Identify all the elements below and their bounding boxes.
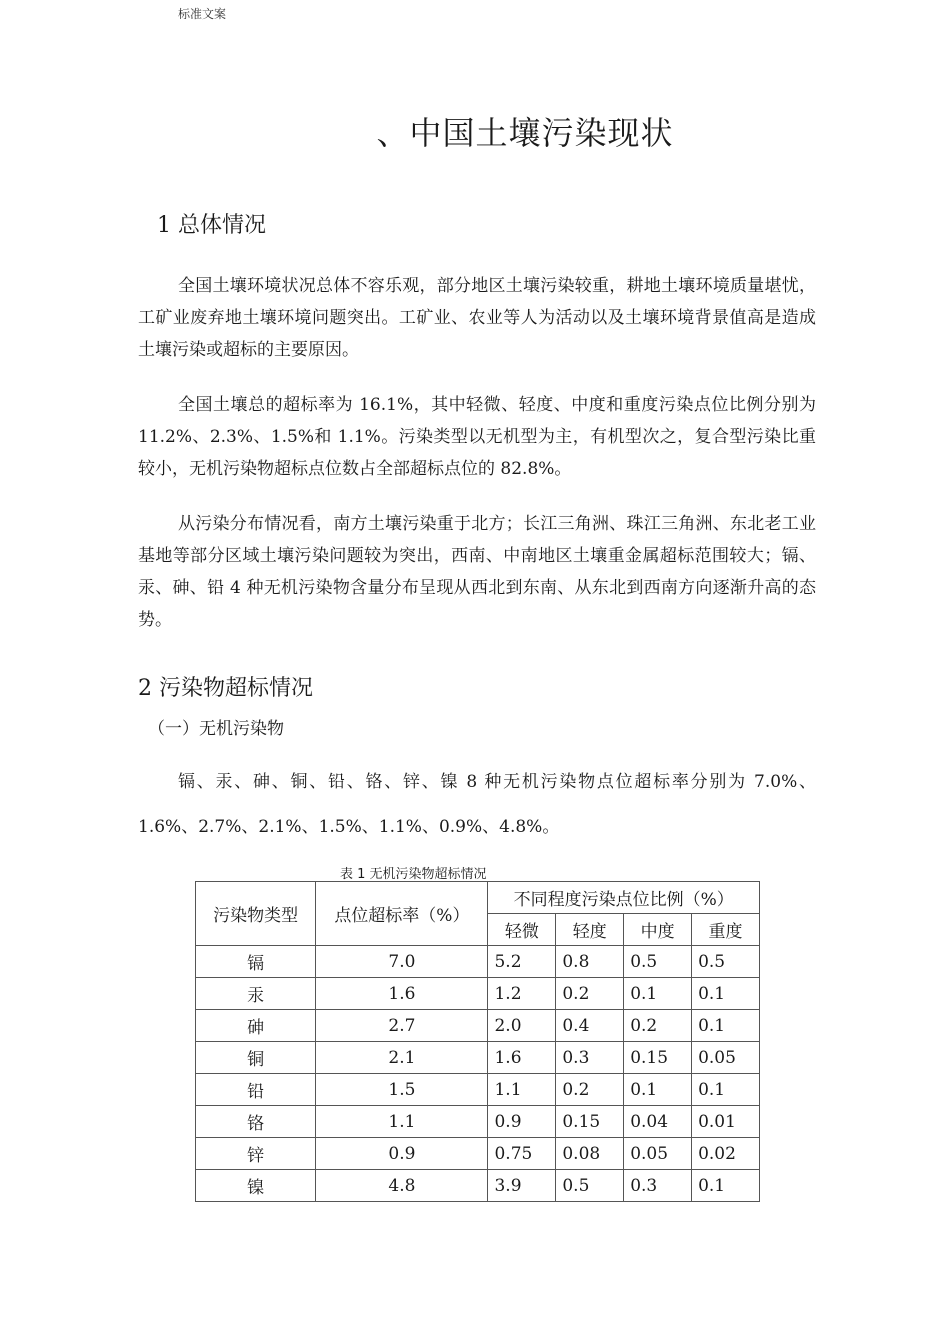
cell-rate: 1.6 (316, 978, 488, 1010)
cell-severe: 0.02 (692, 1138, 760, 1170)
cell-slight: 3.9 (488, 1170, 556, 1202)
cell-moderate: 0.05 (624, 1138, 692, 1170)
cell-severe: 0.1 (692, 1010, 760, 1042)
cell-moderate: 0.15 (624, 1042, 692, 1074)
cell-slight: 0.9 (488, 1106, 556, 1138)
cell-mild: 0.15 (556, 1106, 624, 1138)
cell-moderate: 0.2 (624, 1010, 692, 1042)
cell-severe: 0.05 (692, 1042, 760, 1074)
subheading-inorganic: （一）无机污染物 (148, 719, 284, 739)
table-row (196, 1042, 760, 1074)
cell-severe: 0.01 (692, 1106, 760, 1138)
table-body (196, 946, 760, 1202)
cell-pollutant: 砷 (196, 1010, 316, 1042)
table-row (196, 1010, 760, 1042)
cell-rate: 2.1 (316, 1042, 488, 1074)
header-slight: 轻微 (488, 914, 556, 946)
cell-pollutant: 铅 (196, 1074, 316, 1106)
cell-rate: 4.8 (316, 1170, 488, 1202)
paragraph-overview-1: 全国土壤环境状况总体不容乐观，部分地区土壤污染较重，耕地土壤环境质量堪忧，工矿业废弃地土壤环境问题突出。工矿业、农业等人为活动以及土壤环境背景值高是造成土壤污染或超标的主要原因。 (138, 276, 816, 360)
header-mild: 轻度 (556, 914, 624, 946)
cell-moderate: 0.04 (624, 1106, 692, 1138)
paragraph-inorganic: 镉、汞、砷、铜、铅、铬、锌、镍 8 种无机污染物点位超标率分别为 7.0%、1.6%、2.7%、2.1%、1.5%、1.1%、0.9%、4.8%。 (138, 772, 816, 837)
cell-moderate: 0.3 (624, 1170, 692, 1202)
table-header-row (196, 882, 760, 914)
paragraph-overview-3: 从污染分布情况看，南方土壤污染重于北方；长江三角洲、珠江三角洲、东北老工业基地等部分区域土壤污染问题较为突出，西南、中南地区土壤重金属超标范围较大；镉、汞、砷、铅 4 种无机污染物含量分布呈现从西北到东南、从东北到西南方向逐渐升高的态势。 (138, 514, 816, 630)
cell-rate: 1.1 (316, 1106, 488, 1138)
inorganic-pollutant-table (195, 881, 760, 1202)
cell-moderate: 0.5 (624, 946, 692, 978)
header-type: 污染物类型 (196, 882, 316, 946)
cell-moderate: 0.1 (624, 1074, 692, 1106)
cell-mild: 0.08 (556, 1138, 624, 1170)
cell-pollutant: 铜 (196, 1042, 316, 1074)
cell-slight: 5.2 (488, 946, 556, 978)
paragraph-overview-2: 全国土壤总的超标率为 16.1%，其中轻微、轻度、中度和重度污染点位比例分别为 11.2%、2.3%、1.5%和 1.1%。污染类型以无机型为主，有机型次之，复合型污染比重较小，无机污染物超标点位数占全部超标点位的 82.8%。 (138, 395, 816, 479)
cell-pollutant: 锌 (196, 1138, 316, 1170)
table-caption: 表 1 无机污染物超标情况 (340, 867, 487, 882)
header-mark: 标准文案 (178, 7, 227, 21)
cell-mild: 0.4 (556, 1010, 624, 1042)
table-row (196, 1138, 760, 1170)
cell-severe: 0.1 (692, 978, 760, 1010)
cell-mild: 0.2 (556, 1074, 624, 1106)
cell-slight: 0.75 (488, 1138, 556, 1170)
section-heading-pollutants: 2 污染物超标情况 (138, 676, 313, 701)
cell-rate: 1.5 (316, 1074, 488, 1106)
header-severe: 重度 (692, 914, 760, 946)
cell-severe: 0.1 (692, 1170, 760, 1202)
document-title: 、中国土壤污染现状 (376, 114, 674, 152)
table-row (196, 1074, 760, 1106)
table-row (196, 946, 760, 978)
cell-severe: 0.1 (692, 1074, 760, 1106)
cell-rate: 0.9 (316, 1138, 488, 1170)
cell-pollutant: 镉 (196, 946, 316, 978)
cell-mild: 0.3 (556, 1042, 624, 1074)
table-row (196, 1106, 760, 1138)
cell-rate: 7.0 (316, 946, 488, 978)
table-row (196, 978, 760, 1010)
section-heading-overview: 1 总体情况 (157, 213, 266, 238)
cell-slight: 1.1 (488, 1074, 556, 1106)
header-rate: 点位超标率（%） (316, 882, 488, 946)
cell-moderate: 0.1 (624, 978, 692, 1010)
cell-pollutant: 汞 (196, 978, 316, 1010)
cell-slight: 1.6 (488, 1042, 556, 1074)
cell-mild: 0.2 (556, 978, 624, 1010)
cell-slight: 2.0 (488, 1010, 556, 1042)
cell-pollutant: 镍 (196, 1170, 316, 1202)
cell-mild: 0.5 (556, 1170, 624, 1202)
cell-severe: 0.5 (692, 946, 760, 978)
table-row (196, 1170, 760, 1202)
cell-slight: 1.2 (488, 978, 556, 1010)
cell-pollutant: 铬 (196, 1106, 316, 1138)
cell-mild: 0.8 (556, 946, 624, 978)
cell-rate: 2.7 (316, 1010, 488, 1042)
header-group: 不同程度污染点位比例（%） (488, 882, 760, 914)
header-moderate: 中度 (624, 914, 692, 946)
